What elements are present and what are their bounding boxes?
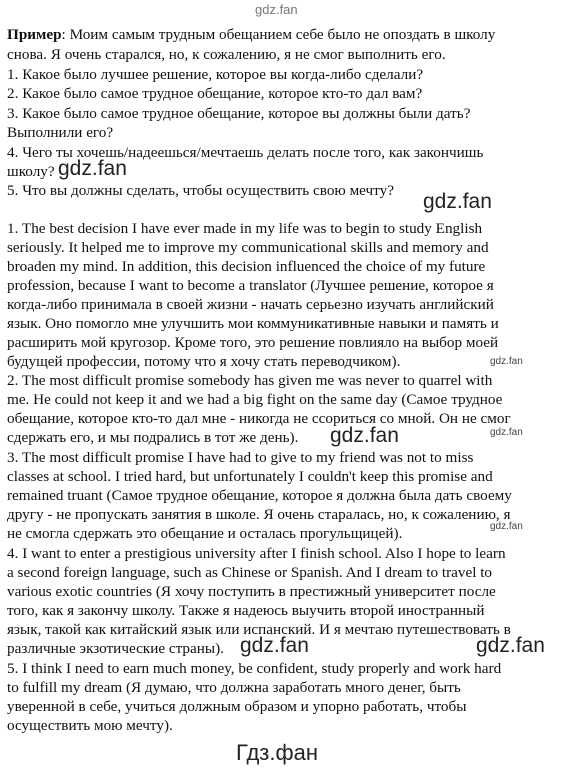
answer-line: обещание, которое кто-то дал мне - никогда не ссориться со мной. Он не смог xyxy=(7,410,511,427)
watermark-small-3: gdz.fan xyxy=(490,521,523,532)
answer-line: другу - не пропускать занятия в школе. Я очень старалась, но, к сожалению, я xyxy=(7,506,511,523)
answer-line: 3. The most difficult promise I have had to give to my friend was not to miss xyxy=(7,449,474,466)
answer-line: сдержать его, и мы подрались в тот же день). xyxy=(7,429,299,446)
answer-line: seriously. It helped me to improve my communicational skills and memory and xyxy=(7,239,489,256)
answer-line: расширить мой кругозор. Кроме того, это решение повлияло на выбор моей xyxy=(7,334,499,351)
answer-line: язык. Оно помогло мне улучшить мои коммуникативные навыки и память и xyxy=(7,315,499,332)
watermark-mid-left: gdz.fan xyxy=(58,157,127,180)
question-2: 2. Какое было самое трудное обещание, которое кто-то дал вам? xyxy=(7,85,423,102)
answer-line: various exotic countries (Я хочу поступить в престижный университет после xyxy=(7,583,496,600)
answer-line: уверенной в себе, учиться должным образом и упорно работать, чтобы xyxy=(7,698,467,715)
answer-line: 4. I want to enter a prestigious university after I finish school. Also I hope to learn xyxy=(7,545,506,562)
watermark-small-2: gdz.fan xyxy=(490,427,523,438)
answer-line: 2. The most difficult promise somebody has given me was never to quarrel with xyxy=(7,372,493,389)
answer-line: не смогла сдержать это обещание и осталась прогульщицей). xyxy=(7,525,403,542)
watermark-small-1: gdz.fan xyxy=(490,356,523,367)
watermark-inline-2: gdz.fan xyxy=(330,424,399,447)
answer-line: remained truant (Самое трудное обещание, которое я должна была дать своему xyxy=(7,487,512,504)
answer-line: to fulfill my dream (Я думаю, что должна заработать много денег, быть xyxy=(7,679,461,696)
watermark-footer: Гдз.фан xyxy=(236,740,318,765)
answer-line: язык, такой как китайский язык или испанский. И я мечтаю путешествовать в xyxy=(7,621,511,638)
question-5: 5. Что вы должны сделать, чтобы осуществить свою мечту? xyxy=(7,182,394,199)
answer-line: me. He could not keep it and we had a big fight on the same day (Самое трудное xyxy=(7,391,503,408)
answer-line: classes at school. I tried hard, but unfortunately I couldn't keep this promise and xyxy=(7,468,493,485)
answer-line: различные экзотические страны). xyxy=(7,640,224,657)
answer-line: когда-либо принимала в своей жизни - начать серьезно изучать английский xyxy=(7,296,494,313)
answer-line: a second foreign language, such as Chinese or Spanish. And I dream to travel to xyxy=(7,564,493,581)
watermark-mid-right: gdz.fan xyxy=(423,190,492,213)
question-3: 3. Какое было самое трудное обещание, которое вы должны были дать? xyxy=(7,105,471,122)
example-label: Пример xyxy=(7,26,62,43)
question-4-cont: школу? xyxy=(7,163,55,180)
question-1: 1. Какое было лучшее решение, которое вы когда-либо сделали? xyxy=(7,66,424,83)
question-3-cont: Выполнили его? xyxy=(7,124,114,141)
example-line-2: снова. Я очень старался, но, к сожалению, я не смог выполнить его. xyxy=(7,46,446,63)
answer-line: 5. I think I need to earn much money, be confident, study properly and work hard xyxy=(7,660,502,677)
answer-line: того, как я закончу школу. Также я надеюсь выучить второй иностранный xyxy=(7,602,485,619)
answer-line: будущей профессии, потому что я хочу стать переводчиком). xyxy=(7,353,401,370)
answer-line: broaden my mind. In addition, this decision influenced the choice of my future xyxy=(7,258,486,275)
answer-line: 1. The best decision I have ever made in my life was to begin to study English xyxy=(7,220,483,237)
answer-line: profession, because I want to become a translator (Лучшее решение, которое я xyxy=(7,277,494,294)
watermark-top: gdz.fan xyxy=(255,2,298,17)
watermark-bottom-right: gdz.fan xyxy=(476,634,545,657)
answer-line: осуществить мою мечту). xyxy=(7,717,173,734)
question-4: 4. Чего ты хочешь/надеешься/мечтаешь делать после того, как закончишь xyxy=(7,144,484,161)
watermark-bottom-mid: gdz.fan xyxy=(240,634,309,657)
example-text-1: : Моим самым трудным обещанием себе было не опоздать в школу xyxy=(61,26,496,43)
example-line-1 xyxy=(7,26,495,44)
